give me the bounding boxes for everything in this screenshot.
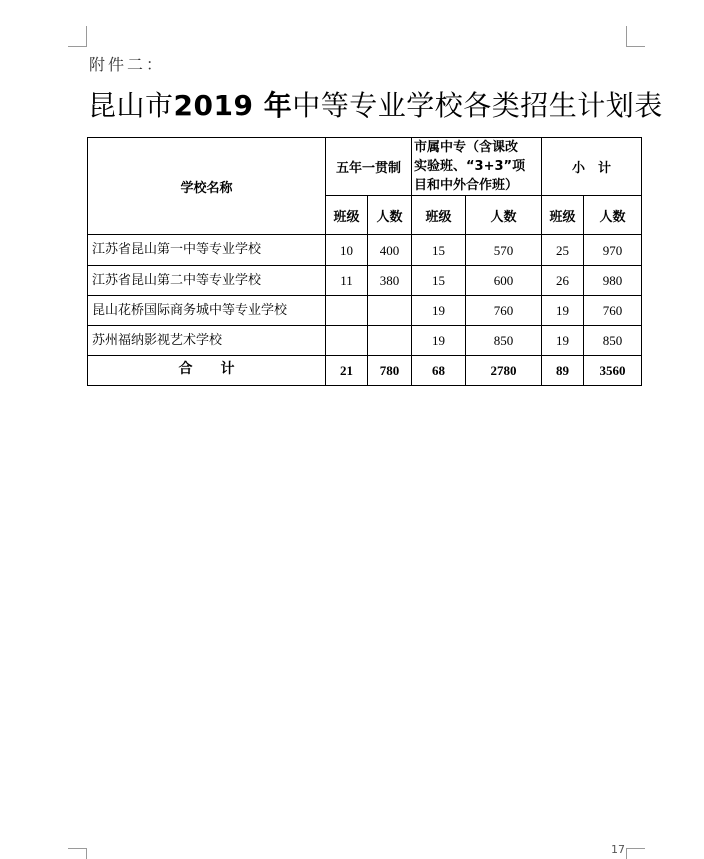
header-five-students: 人数 xyxy=(368,196,412,235)
sub-students-cell: 850 xyxy=(584,326,642,356)
table-row xyxy=(88,235,642,266)
school-name-cell: 苏州福纳影视艺术学校 xyxy=(88,326,326,356)
city-students-cell: 600 xyxy=(466,266,542,296)
total-label: 合 计 xyxy=(88,356,326,386)
header-city-classes: 班级 xyxy=(412,196,466,235)
total-five-students: 780 xyxy=(368,356,412,386)
table-row xyxy=(88,326,642,356)
total-sub-students: 3560 xyxy=(584,356,642,386)
header-subtotal: 小 计 xyxy=(542,138,642,196)
school-name-cell: 江苏省昆山第一中等专业学校 xyxy=(88,235,326,266)
five-students-cell xyxy=(368,326,412,356)
city-students-cell: 850 xyxy=(466,326,542,356)
sub-classes-cell: 26 xyxy=(542,266,584,296)
header-city-line-1: 市属中专（含课改 xyxy=(414,140,519,155)
header-city-line-3: 目和中外合作班） xyxy=(414,178,519,193)
total-city-students: 2780 xyxy=(466,356,542,386)
header-city-line-2: 实验班、“3+3”项 xyxy=(414,159,526,174)
crop-mark-top-right xyxy=(626,26,645,47)
total-city-classes: 68 xyxy=(412,356,466,386)
five-classes-cell xyxy=(326,326,368,356)
five-students-cell: 380 xyxy=(368,266,412,296)
sub-classes-cell: 25 xyxy=(542,235,584,266)
total-sub-classes: 89 xyxy=(542,356,584,386)
crop-mark-top-left xyxy=(68,26,87,47)
header-row-groups xyxy=(88,138,642,196)
total-row xyxy=(88,356,642,386)
city-students-cell: 570 xyxy=(466,235,542,266)
table-row xyxy=(88,296,642,326)
header-school-name: 学校名称 xyxy=(88,138,326,235)
city-students-cell: 760 xyxy=(466,296,542,326)
sub-students-cell: 760 xyxy=(584,296,642,326)
sub-classes-cell: 19 xyxy=(542,326,584,356)
title-prefix: 昆山市 xyxy=(88,89,174,122)
five-students-cell: 400 xyxy=(368,235,412,266)
sub-classes-cell: 19 xyxy=(542,296,584,326)
five-classes-cell: 11 xyxy=(326,266,368,296)
header-city-students: 人数 xyxy=(466,196,542,235)
five-classes-cell: 10 xyxy=(326,235,368,266)
header-sub-students: 人数 xyxy=(584,196,642,235)
city-classes-cell: 19 xyxy=(412,296,466,326)
school-name-cell: 昆山花桥国际商务城中等专业学校 xyxy=(88,296,326,326)
title-year: 2019 年 xyxy=(173,89,293,122)
header-five-classes: 班级 xyxy=(326,196,368,235)
city-classes-cell: 15 xyxy=(412,235,466,266)
page-number: 17 xyxy=(611,843,625,856)
total-five-classes: 21 xyxy=(326,356,368,386)
city-classes-cell: 19 xyxy=(412,326,466,356)
title-suffix: 中等专业学校各类招生计划表 xyxy=(292,89,663,122)
five-classes-cell xyxy=(326,296,368,326)
city-classes-cell: 15 xyxy=(412,266,466,296)
header-sub-classes: 班级 xyxy=(542,196,584,235)
sub-students-cell: 970 xyxy=(584,235,642,266)
header-city-vocational xyxy=(412,138,542,196)
five-students-cell xyxy=(368,296,412,326)
header-five-year: 五年一贯制 xyxy=(326,138,412,196)
table-row xyxy=(88,266,642,296)
attachment-label: 附件二： xyxy=(89,55,166,74)
page-title xyxy=(88,84,663,124)
sub-students-cell: 980 xyxy=(584,266,642,296)
school-name-cell: 江苏省昆山第二中等专业学校 xyxy=(88,266,326,296)
enrollment-plan-table xyxy=(87,137,642,386)
